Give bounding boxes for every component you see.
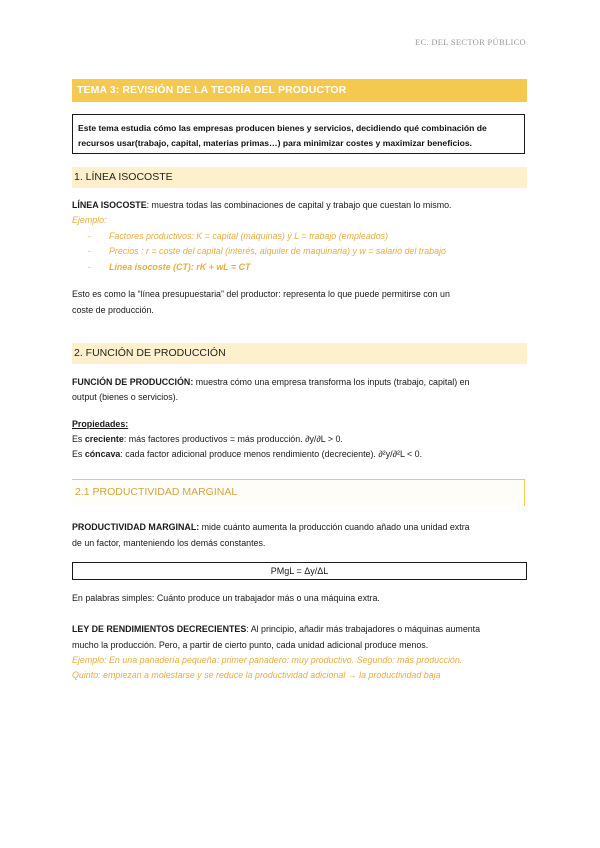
property-concava: Es cóncava: cada factor adicional produce menos rendimiento (decreciente). ∂²y/∂²L < 0. <box>72 449 423 459</box>
law-line-1: LEY DE RENDIMIENTOS DECRECIENTES: Al principio, añadir más trabajadores o máquinas aumenta <box>72 624 481 634</box>
bakery-example-line-2: Quinto: empiezan a molestarse y se reduce la productividad adicional → la productividad baja <box>72 670 441 680</box>
section-1-bar <box>72 167 527 188</box>
bakery-example-line-1: Ejemplo: En una panadería pequeña: primer panadero: muy productivo. Segundo: más producción. <box>72 655 463 665</box>
section-2-bar <box>72 343 527 364</box>
isocoste-definition <box>72 200 452 211</box>
running-header: EC. DEL SECTOR PÚBLICO <box>415 37 526 47</box>
note-line-2: coste de producción. <box>72 305 154 315</box>
example-label: Ejemplo: <box>72 215 107 225</box>
law-term: LEY DE RENDIMIENTOS DECRECIENTES <box>72 624 247 634</box>
isocoste-term: LÍNEA ISOCOSTE <box>72 200 147 210</box>
chapter-title-bar <box>72 79 527 102</box>
chapter-title: TEMA 3: REVISIÓN DE LA TEORÍA DEL PRODUCTOR <box>77 84 347 96</box>
marginal-term: PRODUCTIVIDAD MARGINAL: <box>72 522 200 532</box>
intro-box <box>72 114 525 154</box>
law-line-2: mucho la producción. Pero, a partir de cierto punto, cada unidad adicional produce menos. <box>72 640 429 650</box>
production-definition-line-1: FUNCIÓN DE PRODUCCIÓN: muestra cómo una empresa transforma los inputs (trabajo, capital) en <box>72 377 470 387</box>
marginal-definition-line-1: PRODUCTIVIDAD MARGINAL: mide cuánto aumenta la producción cuando añado una unidad extra <box>72 522 470 532</box>
formula-box: PMgL = Δy/ΔL <box>72 562 527 580</box>
production-term: FUNCIÓN DE PRODUCCIÓN: <box>72 377 194 387</box>
list-item: - Precios : r = coste del capital (interés, alquiler de maquinaria) y w = salario del trabajo <box>88 246 446 256</box>
property-creciente: Es creciente: más factores productivos = más producción. ∂y/∂L > 0. <box>72 434 343 444</box>
subsection-2-1-bar <box>72 479 525 506</box>
section-1-heading: 1. LÍNEA ISOCOSTE <box>74 171 173 183</box>
simple-explanation: En palabras simples: Cuánto produce un trabajador más o una máquina extra. <box>72 593 380 603</box>
list-item: - Línea isocoste (CT): rK + wL = CT <box>88 262 251 272</box>
intro-line-1: Este tema estudia cómo las empresas producen bienes y servicios, decidiendo qué combinación de <box>78 123 487 133</box>
production-definition-line-2: output (bienes o servicios). <box>72 392 179 402</box>
subsection-2-1-heading: 2.1 PRODUCTIVIDAD MARGINAL <box>75 486 238 498</box>
list-item: - Factores productivos: K = capital (máquinas) y L = trabajo (empleados) <box>88 231 389 241</box>
properties-label: Propiedades: <box>72 419 129 429</box>
intro-line-2: recursos usar(trabajo, capital, materias primas…) para minimizar costes y maximizar beneficios. <box>78 138 473 148</box>
section-2-heading: 2. FUNCIÓN DE PRODUCCIÓN <box>74 347 226 359</box>
marginal-definition-line-2: de un factor, manteniendo los demás constantes. <box>72 538 266 548</box>
isocoste-text: : muestra todas las combinaciones de capital y trabajo que cuestan lo mismo. <box>146 200 452 210</box>
note-line-1: Esto es como la “línea presupuestaria” del productor: representa lo que puede permitirse con un <box>72 289 450 299</box>
